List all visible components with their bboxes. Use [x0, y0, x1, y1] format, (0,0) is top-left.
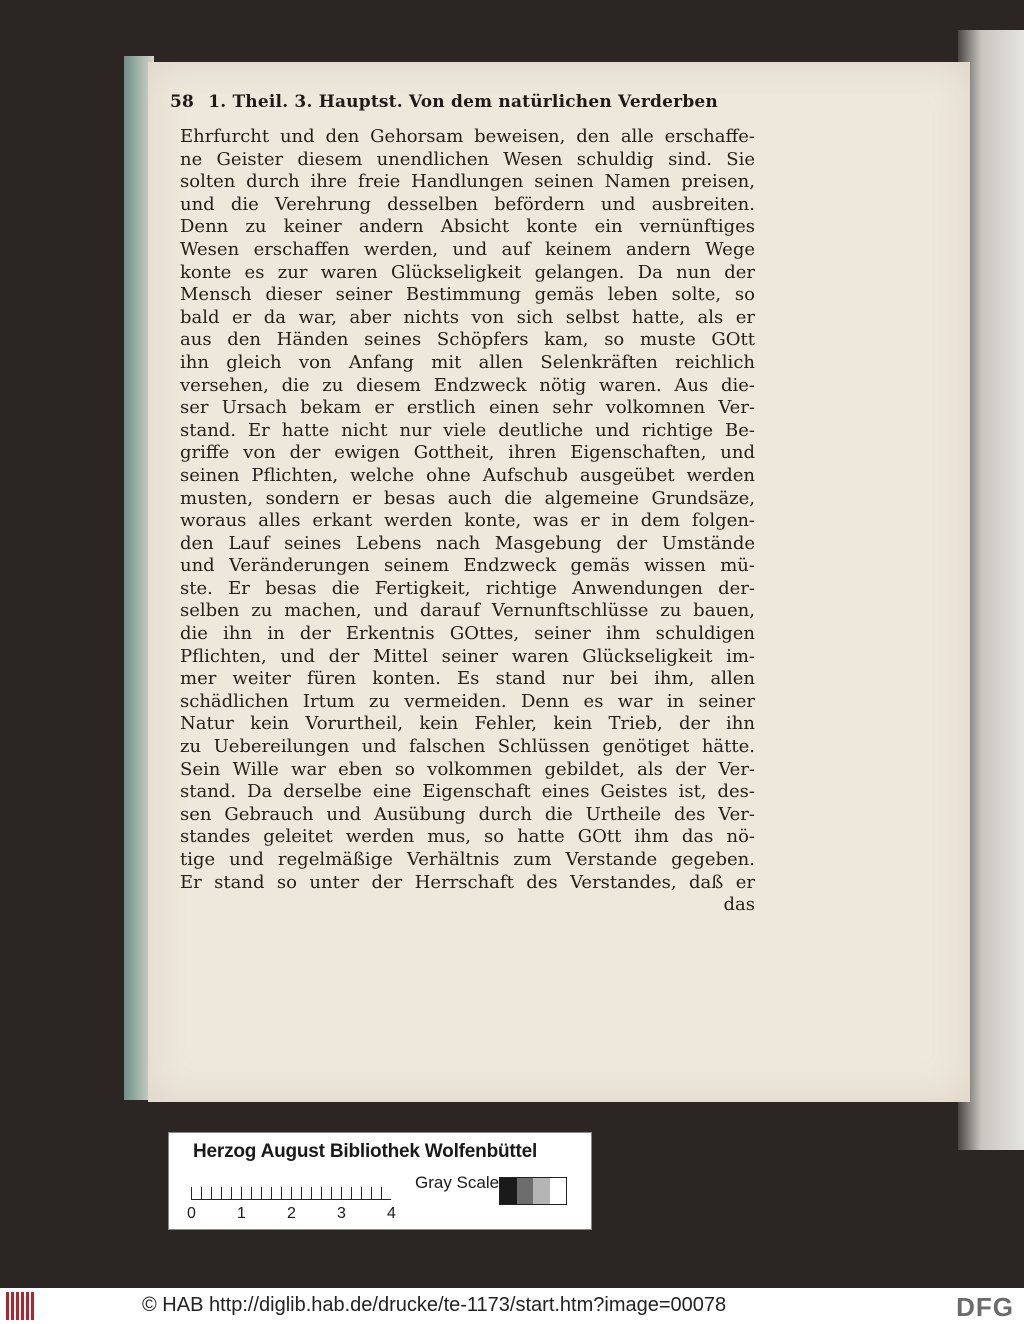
text-line: woraus alles erkant werden konte, was er in dem folgen- [180, 510, 755, 532]
gray-scale-label: Gray Scale [415, 1173, 500, 1192]
text-line: und die Verehrung desselben befördern und ausbreiten. [180, 193, 755, 215]
text-line: sen Gebrauch und Ausübung durch die Urtheile des Ver- [180, 803, 755, 825]
text-line: Wesen erschaffen werden, und auf keinem andern Wege [180, 238, 755, 260]
text-line: zu Uebereilungen und falschen Schlüssen genötiget hätte. [180, 736, 755, 758]
text-line: stand. Er hatte nicht nur viele deutliche und richtige Be- [180, 419, 755, 441]
text-line: Ehrfurcht und den Gehorsam beweisen, den alle erschaffe- [180, 126, 755, 147]
gray-swatch [517, 1178, 534, 1204]
text-line: standes geleitet werden mus, so hatte GOtt ihm das nö- [180, 826, 755, 848]
cm-scale-ruler [191, 1173, 391, 1200]
running-head [170, 92, 730, 112]
text-line: Sein Wille war eben so volkommen gebildet, als der Ver- [180, 758, 755, 780]
scale-number: 4 [387, 1205, 396, 1222]
running-head-title: 1. Theil. 3. Hauptst. Von dem natürlichen Verderben [208, 92, 718, 112]
text-line: schädlichen Irtum zu vermeiden. Denn es war in seiner [180, 690, 755, 712]
scale-number: 1 [237, 1205, 246, 1222]
gray-swatch [550, 1178, 567, 1204]
text-line: bald er da war, aber nichts von sich selbst hatte, als er [180, 306, 755, 328]
text-line: selben zu machen, und darauf Vernunftschlüsse zu bauen, [180, 600, 755, 622]
gray-swatch [533, 1178, 550, 1204]
text-line: versehen, die zu diesem Endzweck nötig waren. Aus die- [180, 374, 755, 396]
text-line: ne Geister diesem unendlichen Wesen schuldig sind. Sie [180, 148, 755, 170]
text-line: die ihn in der Erkentnis GOttes, seiner ihm schuldigen [180, 623, 755, 645]
gray-swatch [500, 1178, 517, 1204]
text-line: und Veränderungen seinem Endzweck gemäs wissen mü- [180, 555, 755, 577]
text-line: tige und regelmäßige Verhältnis zum Verstande gegeben. [180, 849, 755, 870]
text-line: seinen Pflichten, welche ohne Aufschub ausgeübet werden [180, 464, 755, 486]
text-line: ser Ursach bekam er erstlich einen sehr volkomnen Ver- [180, 397, 755, 419]
scale-number: 3 [337, 1205, 346, 1222]
text-line: Mensch dieser seiner Bestimmung gemäs leben solte, so [180, 284, 755, 306]
scale-number: 2 [287, 1205, 296, 1222]
text-line: konte es zur waren Glückseligkeit gelangen. Da nun der [180, 261, 755, 283]
text-line: Natur kein Vorurtheil, kein Fehler, kein Trieb, der ihn [180, 713, 755, 735]
text-line: griffe von der ewigen Gottheit, ihren Eigenschaften, und [180, 442, 755, 464]
text-line: den Lauf seines Lebens nach Masgebung der Umstände [180, 532, 755, 554]
text-line: Denn zu keiner andern Absicht konte ein vernünftiges [180, 216, 755, 238]
gray-scale-swatches [499, 1177, 567, 1205]
footer-credit: © HAB http://diglib.hab.de/drucke/te-1173/start.htm?image=00078 [142, 1294, 727, 1316]
scale-numbers [187, 1205, 417, 1225]
text-line: stand. Da derselbe eine Eigenschaft eines Geistes ist, des- [180, 781, 755, 803]
page-body-text [180, 126, 755, 917]
text-line: Pflichten, und der Mittel seiner waren Glückseligkeit im- [180, 645, 755, 667]
scale-number: 0 [187, 1205, 196, 1222]
text-line: mer weiter füren konten. Es stand nur bei ihm, allen [180, 668, 755, 690]
page-number: 58 [170, 92, 195, 112]
footer-bar [0, 1288, 1024, 1324]
text-line: solten durch ihre freie Handlungen seinen Namen preisen, [180, 171, 755, 193]
text-line: musten, sondern er besas auch die algemeine Grundsäze, [180, 487, 755, 509]
text-line: ste. Er besas die Fertigkeit, richtige Anwendungen der- [180, 577, 755, 599]
library-label [168, 1132, 592, 1230]
library-name: Herzog August Bibliothek Wolfenbüttel [193, 1141, 538, 1162]
text-line: Er stand so unter der Herrschaft des Verstandes, daß er [180, 871, 755, 893]
dfg-logo: DFG [956, 1292, 1014, 1322]
text-line: das [723, 894, 755, 916]
text-line: ihn gleich von Anfang mit allen Selenkräften reichlich [180, 351, 755, 373]
text-line: aus den Händen seines Schöpfers kam, so muste GOtt [180, 329, 755, 351]
hab-logo-icon [6, 1292, 36, 1320]
